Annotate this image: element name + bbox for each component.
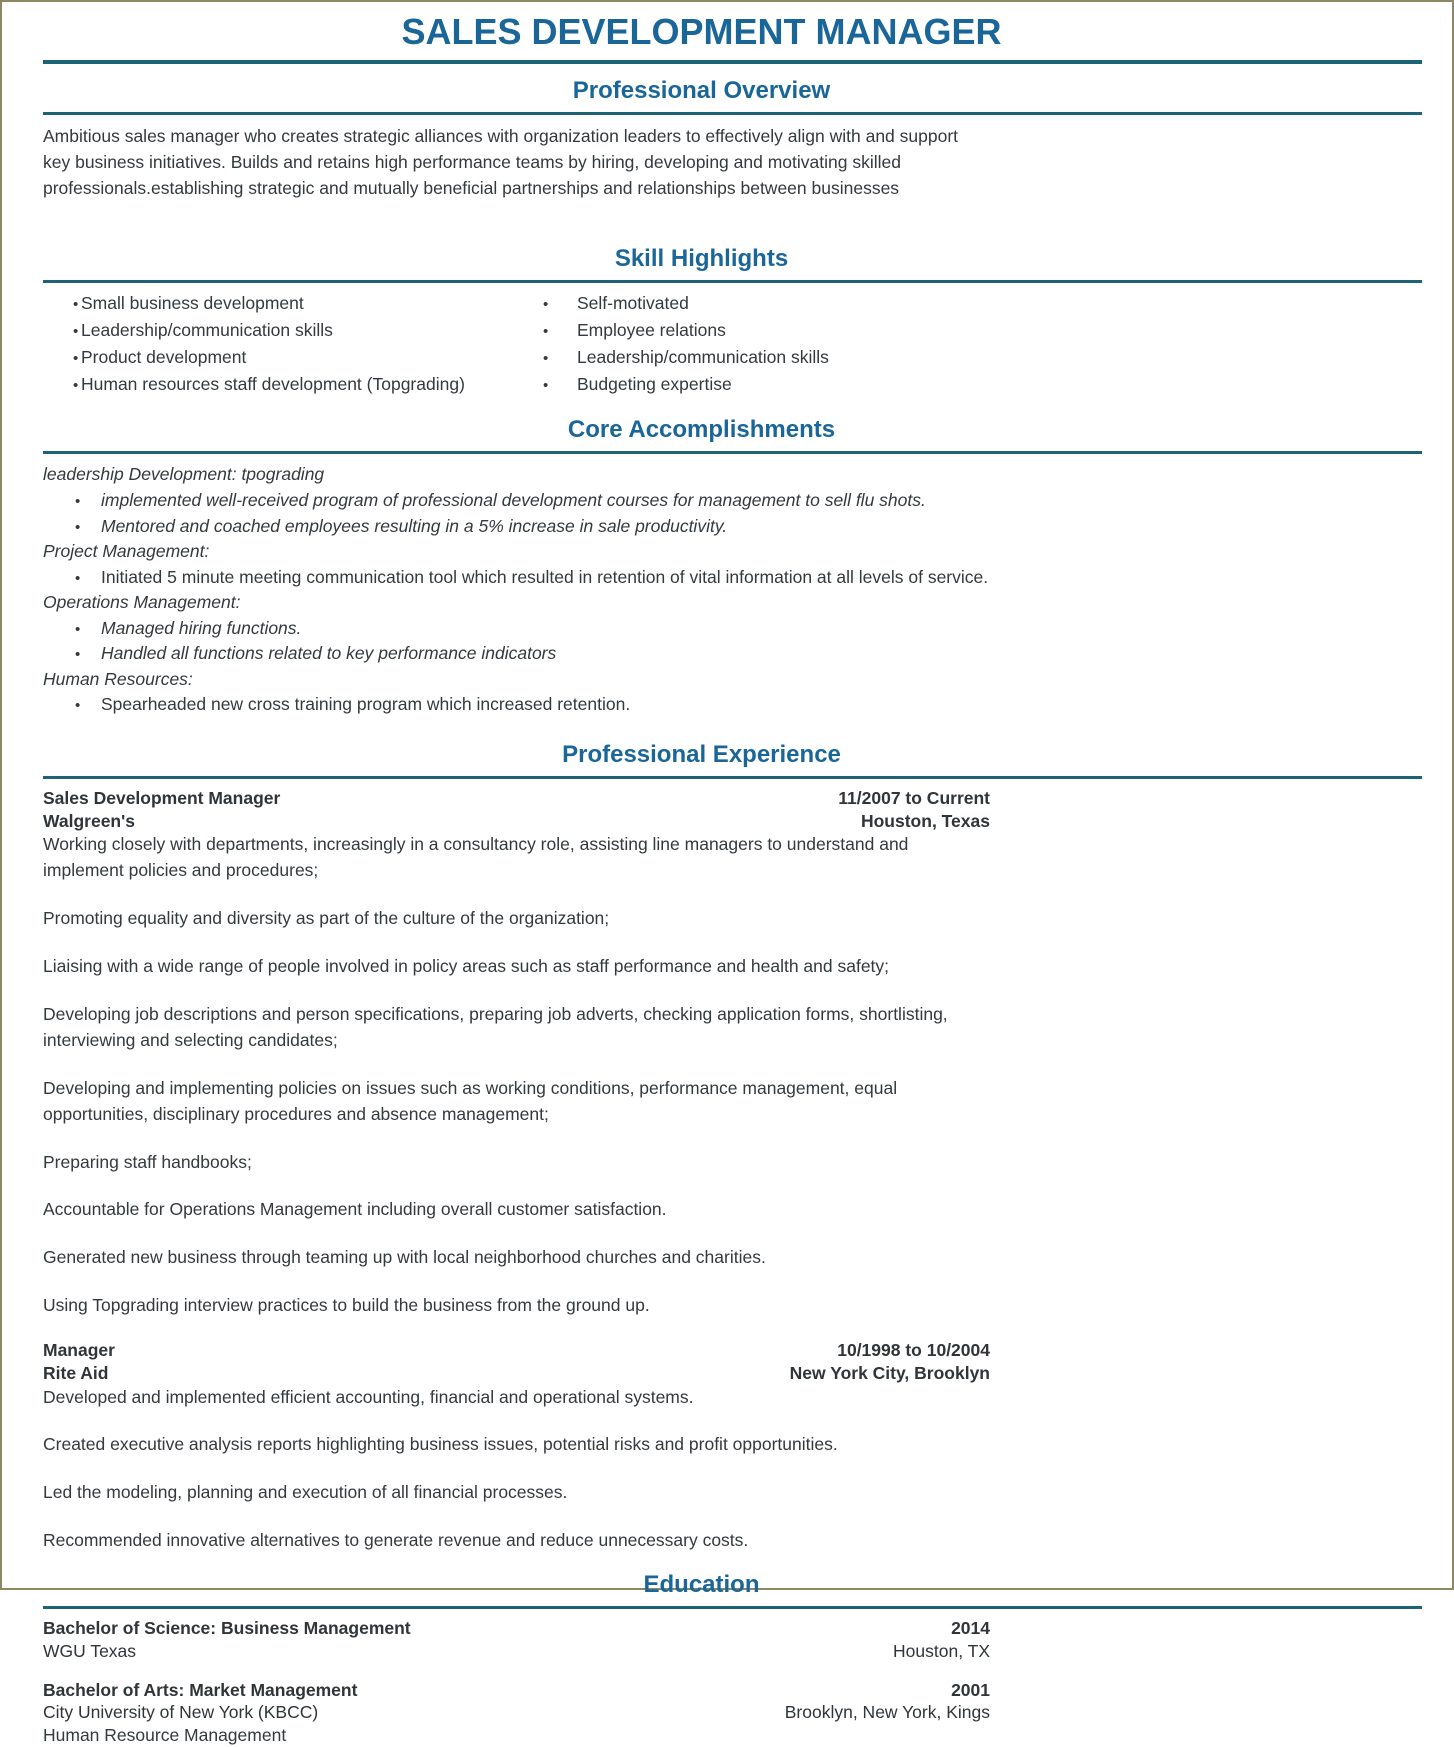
bullet-icon: •	[543, 295, 549, 313]
education-divider	[43, 1606, 1422, 1609]
job-paragraph: Liaising with a wide range of people involved in policy areas such as staff performance and health and safety;	[43, 956, 890, 977]
accomplishment-text: Initiated 5 minute meeting communication tool which resulted in retention of vital information at all levels of service.	[101, 566, 989, 587]
title-divider	[43, 60, 1422, 64]
accomplishment-text: Spearheaded new cross training program which increased retention.	[101, 694, 631, 715]
job-title: Sales Development Manager	[43, 787, 281, 808]
job-paragraph: Preparing staff handbooks;	[43, 1151, 252, 1172]
section-heading-core-accomplishments: Core Accomplishments	[567, 416, 836, 444]
education-school: City University of New York (KBCC)	[43, 1702, 319, 1723]
job-paragraph: Generated new business through teaming up with local neighborhood churches and charities.	[43, 1247, 766, 1268]
bullet-icon: •	[75, 620, 81, 638]
spacer	[43, 1410, 1422, 1432]
education-entry	[43, 1679, 1422, 1747]
accomplishment-group-label: Human Resources:	[43, 668, 193, 689]
bullet-icon: •	[73, 322, 79, 340]
education-year: 2014	[951, 1618, 990, 1639]
list-item	[43, 616, 1422, 642]
bullet-icon: •	[75, 697, 81, 715]
job-location: Houston, Texas	[860, 810, 990, 831]
job-title: Manager	[43, 1340, 115, 1361]
section-heading-professional-overview: Professional Overview	[572, 77, 831, 105]
bullet-icon: •	[75, 646, 81, 664]
bullet-icon: •	[73, 349, 79, 367]
bullet-icon: •	[73, 376, 79, 394]
education-degree-row	[43, 1679, 990, 1702]
skills-column-left	[43, 292, 543, 400]
education-degree	[43, 1617, 411, 1640]
spacer	[43, 1128, 1422, 1150]
education-degree-prefix: Bachelor of Arts	[43, 1679, 179, 1700]
resume-content	[43, 2, 1422, 1747]
experience-divider	[43, 776, 1422, 779]
overview-divider	[43, 112, 1422, 115]
job-location: New York City, Brooklyn	[789, 1362, 990, 1383]
job-dates: 10/1998 to 10/2004	[837, 1340, 990, 1361]
list-item	[43, 488, 1422, 514]
accomplishment-group-label: Project Management:	[43, 541, 210, 562]
job-company-row	[43, 1362, 990, 1385]
bullet-icon: •	[75, 492, 81, 510]
education-location: Houston, TX	[893, 1640, 990, 1661]
page-title: SALES DEVELOPMENT MANAGER	[401, 11, 1002, 52]
accomplishment-group-label: Operations Management:	[43, 592, 241, 613]
section-heading-skill-highlights: Skill Highlights	[614, 244, 789, 272]
spacer	[43, 1054, 1422, 1076]
accomplishment-text: Managed hiring functions.	[101, 617, 302, 638]
list-item	[43, 692, 1422, 718]
job-paragraph: Led the modeling, planning and execution of all financial processes.	[43, 1482, 568, 1503]
education-school-row	[43, 1640, 990, 1663]
job-company: Walgreen's	[43, 810, 136, 831]
skill-label: Leadership/communication skills	[577, 346, 829, 367]
job-paragraph: Created executive analysis reports highlighting business issues, potential risks and profit opportunities.	[43, 1434, 838, 1455]
skill-label: Employee relations	[577, 319, 726, 340]
education-degree-suffix: : Business Management	[210, 1618, 411, 1639]
job-title-row	[43, 1339, 990, 1362]
accomplishments-body	[43, 462, 1422, 717]
education-degree	[43, 1679, 357, 1702]
list-item	[43, 292, 543, 315]
job-paragraph: Promoting equality and diversity as part of the culture of the organization;	[43, 908, 610, 929]
education-year: 2001	[951, 1679, 990, 1700]
skill-label: Human resources staff development (Topgrading)	[81, 373, 465, 394]
education-extra: Human Resource Management	[43, 1725, 287, 1746]
experience-entry	[43, 1339, 1422, 1554]
accomplishment-text: Mentored and coached employees resulting in a 5% increase in sale productivity.	[101, 515, 728, 536]
education-degree-row	[43, 1617, 990, 1640]
list-item	[543, 319, 1043, 342]
education-degree-prefix: Bachelor of Science	[43, 1618, 211, 1639]
list-item	[43, 641, 1422, 667]
section-heading-education: Education	[643, 1571, 760, 1599]
list-item	[543, 346, 1043, 369]
overview-text: Ambitious sales manager who creates strategic alliances with organization leaders to effectively align with and support key business initiatives. Builds and retains high performance teams by hiring, developing and motivating skilled professionals.establishing strategic and mutually beneficial partnerships and relationships between businesses	[43, 126, 959, 198]
job-paragraph: Recommended innovative alternatives to generate revenue and reduce unnecessary costs.	[43, 1530, 749, 1551]
skill-label: Leadership/communication skills	[81, 319, 333, 340]
spacer	[43, 932, 1422, 954]
skill-label: Product development	[81, 346, 247, 367]
experience-entry	[43, 787, 1422, 1319]
bullet-icon: •	[543, 376, 549, 394]
bullet-icon: •	[73, 295, 79, 313]
spacer	[43, 1458, 1422, 1480]
accomplishment-group-label: leadership Development: tpograding	[43, 464, 325, 485]
job-paragraph: Using Topgrading interview practices to build the business from the ground up.	[43, 1295, 650, 1316]
list-item	[543, 373, 1043, 396]
job-paragraph: Working closely with departments, increasingly in a consultancy role, assisting line managers to understand and implement policies and procedures;	[43, 834, 909, 881]
list-item	[43, 319, 543, 342]
job-paragraph: Developed and implemented efficient accounting, financial and operational systems.	[43, 1386, 694, 1407]
bullet-icon: •	[75, 518, 81, 536]
accomplishment-text: implemented well-received program of professional development courses for management to sell flu shots.	[101, 489, 926, 510]
education-entry	[43, 1617, 1422, 1663]
accomplishments-divider	[43, 451, 1422, 454]
skills-divider	[43, 280, 1422, 283]
bullet-icon: •	[75, 569, 81, 587]
skill-highlights-columns	[43, 292, 1422, 400]
skill-label: Budgeting expertise	[577, 373, 732, 394]
job-title-row	[43, 787, 990, 810]
spacer	[43, 980, 1422, 1002]
job-paragraph: Developing and implementing policies on issues such as working conditions, performance management, equal opportunities, disciplinary procedures and absence management;	[43, 1077, 898, 1124]
education-location: Brooklyn, New York, Kings	[784, 1702, 990, 1723]
job-paragraph: Accountable for Operations Management including overall customer satisfaction.	[43, 1199, 667, 1220]
accomplishment-text: Handled all functions related to key performance indicators	[101, 643, 557, 664]
list-item	[543, 292, 1043, 315]
education-school-row	[43, 1701, 990, 1724]
spacer	[43, 1175, 1422, 1197]
education-school: WGU Texas	[43, 1640, 137, 1661]
job-paragraph: Developing job descriptions and person specifications, preparing job adverts, checking application forms, shortlisting, interviewing and selecting candidates;	[43, 1003, 948, 1050]
skills-column-right	[543, 292, 1043, 400]
job-company: Rite Aid	[43, 1362, 109, 1383]
list-item	[43, 373, 543, 396]
list-item	[43, 514, 1422, 540]
list-item	[43, 565, 1422, 591]
job-dates: 11/2007 to Current	[838, 787, 990, 808]
skill-label: Self-motivated	[577, 292, 689, 313]
spacer	[43, 884, 1422, 906]
spacer	[43, 1506, 1422, 1528]
bullet-icon: •	[543, 349, 549, 367]
spacer	[43, 1271, 1422, 1293]
education-degree-suffix: : Market Management	[178, 1679, 358, 1700]
list-item	[43, 346, 543, 369]
job-company-row	[43, 810, 990, 833]
section-heading-professional-experience: Professional Experience	[562, 740, 841, 768]
skill-label: Small business development	[81, 292, 304, 313]
spacer	[43, 1223, 1422, 1245]
bullet-icon: •	[543, 322, 549, 340]
